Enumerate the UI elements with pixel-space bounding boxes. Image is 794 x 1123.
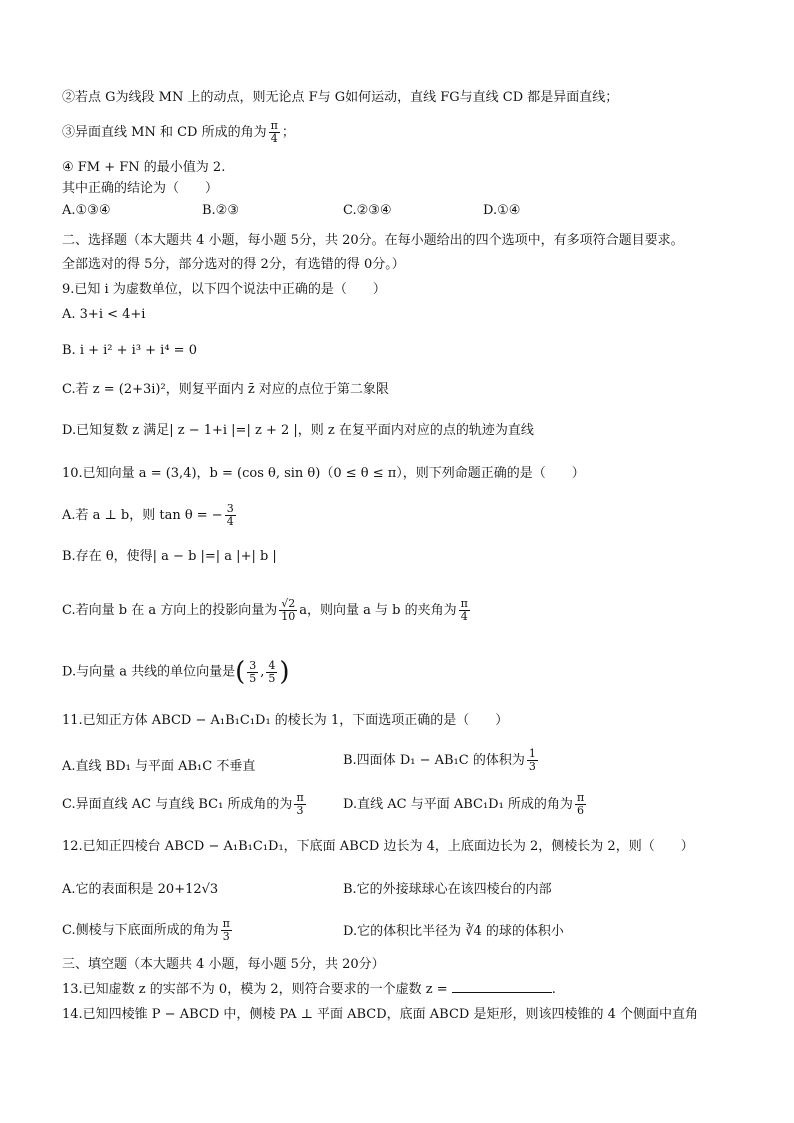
q12-option-b: B.它的外接球球心在该四棱台的内部 xyxy=(343,882,552,897)
q9-option-c: C.若 z = (2+3i)²，则复平面内 z̄ 对应的点位于第二象限 xyxy=(62,382,389,397)
q12-option-a: A.它的表面积是 20+12√3 xyxy=(62,882,219,897)
section-2-heading-cont: 全部选对的得 5分，部分选对的得 2分，有选错的得 0分。） xyxy=(62,257,405,272)
fraction: $\frac{√2}{10}$ xyxy=(281,597,296,623)
fraction: $\frac{\pi}{6}$ xyxy=(576,791,585,817)
fraction: $\frac{4}{5}$ xyxy=(268,658,276,685)
q9-stem: 9.已知 i 为虚数单位，以下四个说法中正确的是（ ） xyxy=(62,282,386,297)
fraction: $\frac{\pi}{3}$ xyxy=(296,791,304,817)
q10-option-a: A.若 a ⊥ b，则 tan θ = − $\frac{3}{4}$ xyxy=(62,502,234,528)
q8-question: 其中正确的结论为（ ） xyxy=(62,181,219,196)
q11-stem: 11.已知正方体 ABCD − A₁B₁C₁D₁ 的棱长为 1，下面选项正确的是（ ） xyxy=(62,713,509,728)
fraction: $\frac{\pi}{4}$ xyxy=(270,119,278,145)
q8-statement-2: ②若点 G为线段 MN 上的动点，则无论点 F与 G如何运动，直线 FG与直线 CD 都是异面直线； xyxy=(62,90,619,105)
q10-option-c: C.若向量 b 在 a 方向上的投影向量为 $\frac{√2}{10}$ a，则向量 a 与 b 的夹角为 $\frac{\pi}{4}$ xyxy=(62,597,468,623)
fraction: $\frac{\pi}{4}$ xyxy=(460,597,468,623)
q10-option-d: D.与向量 a 共线的单位向量是( $\frac{3}{5}$ , $\frac{4}{5}$ ) xyxy=(62,657,290,687)
answer-blank[interactable] xyxy=(452,980,552,993)
section-3-heading: 三、填空题（本大题共 4 小题，每小题 5分，共 20分） xyxy=(62,957,385,972)
q14-stem: 14.已知四棱锥 P − ABCD 中，侧棱 PA ⊥ 平面 ABCD，底面 ABCD 是矩形，则该四棱锥的 4 个侧面中直角 xyxy=(62,1007,698,1022)
q11-option-a: A.直线 BD₁ 与平面 AB₁C 不垂直 xyxy=(62,759,256,774)
q8-s3-text: ③异面直线 MN 和 CD 所成的角为 xyxy=(62,125,267,140)
q12-option-c: C.侧棱与下底面所成的角为 $\frac{\pi}{3}$ xyxy=(62,917,230,943)
q13-stem: 13.已知虚数 z 的实部不为 0，模为 2，则符合要求的一个虚数 z = . xyxy=(62,982,556,997)
fraction: $\frac{1}{3}$ xyxy=(528,747,536,773)
fraction: $\frac{3}{5}$ xyxy=(249,658,257,685)
q10-stem: 10.已知向量 a = (3,4)，b = (cos θ, sin θ)（0 ≤ θ ≤ π），则下列命题正确的是（ ） xyxy=(62,466,585,481)
fraction: $\frac{\pi}{3}$ xyxy=(222,917,230,943)
q12-stem: 12.已知正四棱台 ABCD − A₁B₁C₁D₁，下底面 ABCD 边长为 4，上底面边长为 2，侧棱长为 2，则（ ） xyxy=(62,839,694,854)
q9-option-b: B. i + i² + i³ + i⁴ = 0 xyxy=(62,343,197,358)
q9-option-a: A. 3+i < 4+i xyxy=(62,307,146,322)
q8-statement-4: ④ FM + FN 的最小值为 2. xyxy=(62,160,226,175)
q8-statement-3: ③异面直线 MN 和 CD 所成的角为 $\frac{\pi}{4}$ ； xyxy=(62,119,295,145)
q11-option-b: B.四面体 D₁ − AB₁C 的体积为 $\frac{1}{3}$ xyxy=(343,747,536,773)
section-2-heading: 二、选择题（本大题共 4 小题，每小题 5分，共 20分。在每小题给出的四个选项中，有多项符合题目要求。 xyxy=(62,233,684,248)
q8-option-b: B.②③ xyxy=(202,203,239,218)
q8-option-d: D.①④ xyxy=(483,203,521,218)
q9-option-d: D.已知复数 z 满足| z − 1+i |=| z + 2 |，则 z 在复平面内对应的点的轨迹为直线 xyxy=(62,423,534,438)
q11-option-d: D.直线 AC 与平面 ABC₁D₁ 所成的角为 $\frac{\pi}{6}$ xyxy=(343,791,585,817)
q10-option-b: B.存在 θ，使得| a − b |=| a |+| b | xyxy=(62,549,277,564)
q8-option-a: A.①③④ xyxy=(62,203,111,218)
q8-option-c: C.②③④ xyxy=(343,203,392,218)
q12-option-d: D.它的体积比半径为 ∛4 的球的体积小 xyxy=(343,924,564,939)
q11-option-c: C.异面直线 AC 与直线 BC₁ 所成角的为 $\frac{\pi}{3}$ xyxy=(62,791,304,817)
fraction: $\frac{3}{4}$ xyxy=(226,502,234,528)
